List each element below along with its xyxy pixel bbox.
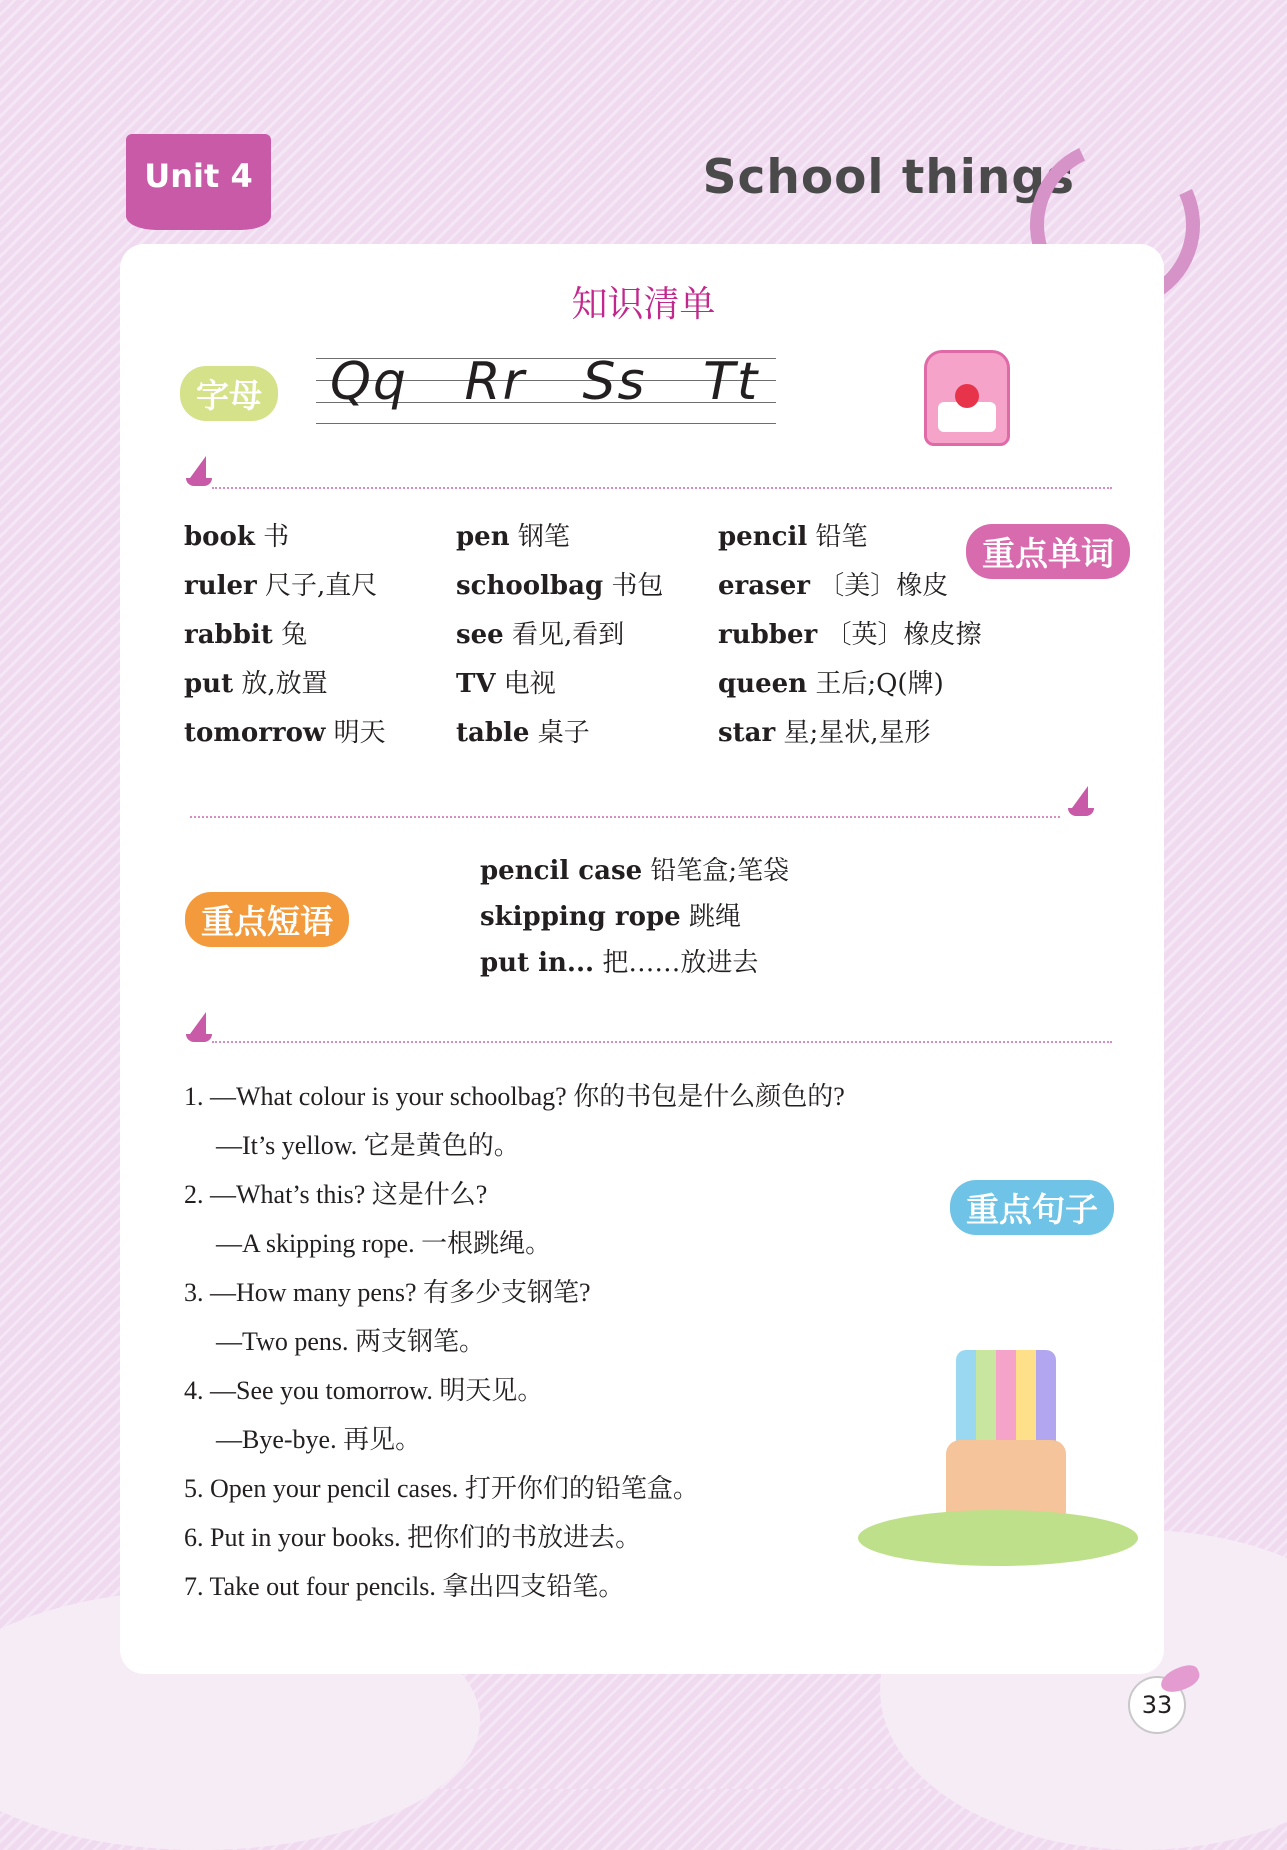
sentence-line: 5. Open your pencil cases. 打开你们的铅笔盒。 [184,1474,699,1503]
word-item [456,518,718,557]
sentences-tag: 重点句子 [950,1180,1114,1235]
section-divider [212,487,1112,489]
words-tag: 重点单词 [966,524,1130,579]
word-item [456,665,718,704]
word-english: tomorrow [184,718,326,748]
list-item: pencil case 铅笔盒;笔袋 [480,856,790,886]
sentence-line: —Bye-bye. 再见。 [216,1425,422,1454]
word-chinese: 书 [263,522,290,552]
schoolbag-mascot-nose [955,384,979,408]
list-item: put in... 把……放进去 [480,948,759,978]
sailboat-icon [1068,786,1094,816]
list-item: skipping rope 跳绳 [480,902,741,932]
word-chinese: 书包 [611,571,664,601]
word-chinese: 铅笔 [815,522,868,552]
sentence-line: 7. Take out four pencils. 拿出四支铅笔。 [184,1572,625,1601]
word-english: rubber [718,620,818,650]
word-chinese: 电视 [503,669,556,699]
word-english: rabbit [184,620,273,650]
unit-badge [126,134,271,230]
sentence-line: 4. —See you tomorrow. 明天见。 [184,1376,544,1405]
sentence-line: —Two pens. 两支钢笔。 [216,1327,486,1356]
word-english: pencil [718,522,808,552]
word-item [718,518,1024,557]
word-item [456,714,718,753]
sentence-line: —A skipping rope. 一根跳绳。 [216,1229,552,1258]
word-chinese: 明天 [333,718,386,748]
letters-text: Qq Rr Ss Tt [330,352,760,412]
grass-illustration [858,1510,1138,1566]
sentence-line: 2. —What’s this? 这是什么? [184,1180,488,1209]
word-english: see [456,620,504,650]
sentences-list [184,1072,845,1611]
word-item [718,665,1024,704]
word-item [184,714,456,753]
word-english: schoolbag [456,571,604,601]
word-english: table [456,718,530,748]
word-chinese: 〔英〕橡皮擦 [825,620,982,650]
word-english: put [184,669,234,699]
unit-label: Unit 4 [144,157,253,195]
word-chinese: 王后;Q(牌) [815,669,944,699]
sentence-line: —It’s yellow. 它是黄色的。 [216,1131,520,1160]
sailboat-icon [186,456,212,486]
word-item [456,567,718,606]
section-divider [212,1041,1112,1043]
section-title: 知识清单 [571,284,716,325]
phrases-list [480,848,789,986]
word-item [184,567,456,606]
word-english: book [184,522,255,552]
words-list [184,518,1024,753]
word-chinese: 兔 [281,620,308,650]
word-chinese: 桌子 [537,718,590,748]
word-item [718,616,1024,655]
word-item [718,567,1024,606]
pencil-cup-illustration [956,1350,1056,1450]
sentence-line: 1. —What colour is your schoolbag? 你的书包是什么颜色的? [184,1082,845,1111]
word-item [718,714,1024,753]
sailboat-icon [186,1012,212,1042]
word-chinese: 星;星状,星形 [783,718,931,748]
word-english: star [718,718,776,748]
phrases-tag: 重点短语 [185,892,349,947]
word-item [184,518,456,557]
letters-tag: 字母 [180,366,278,421]
word-chinese: 尺子,直尺 [264,571,378,601]
section-divider [190,816,1060,818]
word-english: ruler [184,571,257,601]
word-chinese: 放,放置 [241,669,328,699]
word-item [184,616,456,655]
word-chinese: 看见,看到 [512,620,625,650]
sentence-line: 6. Put in your books. 把你们的书放进去。 [184,1523,642,1552]
word-english: TV [456,669,496,699]
word-chinese: 〔美〕橡皮 [818,571,949,601]
word-english: pen [456,522,510,552]
word-english: eraser [718,571,810,601]
word-chinese: 钢笔 [517,522,570,552]
word-english: queen [718,669,808,699]
sentence-line: 3. —How many pens? 有多少支钢笔? [184,1278,591,1307]
word-item [184,665,456,704]
word-item [456,616,718,655]
page-number-text: 33 [1141,1691,1173,1719]
unit-title: School things [702,150,1075,205]
